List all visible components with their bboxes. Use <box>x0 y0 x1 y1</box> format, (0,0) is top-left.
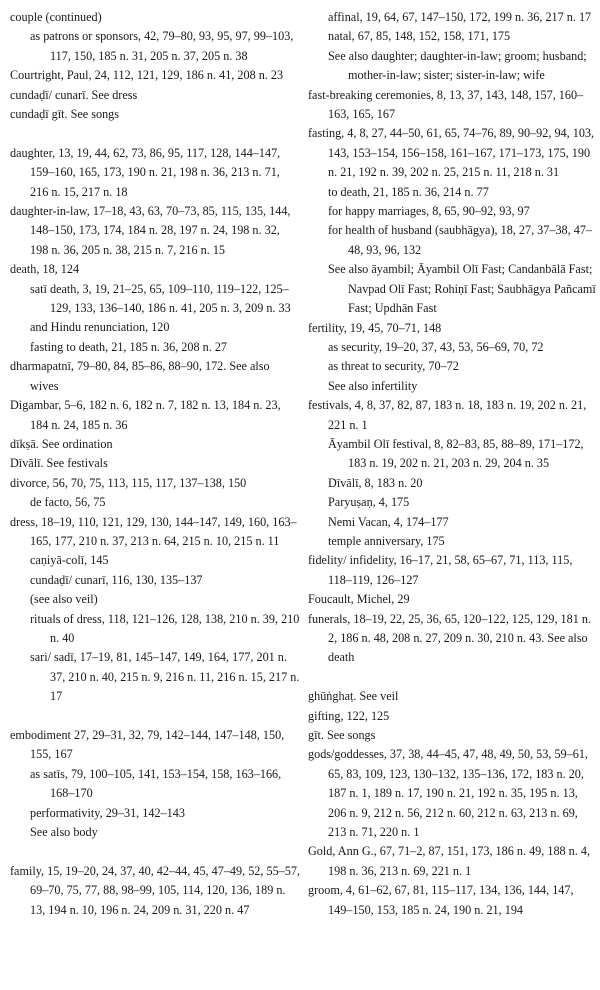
index-entry: couple (continued) <box>10 10 102 24</box>
index-subentry: (see also veil) <box>30 592 98 607</box>
index-entry: embodiment 27, 29–31, 32, 79, 142–144, 147–148, 150, 155, 167 <box>10 728 285 762</box>
index-entry: cundaḍī/ cunarī. See dress <box>10 87 138 102</box>
index-subentry: as security, 19–20, 37, 43, 53, 56–69, 70, 72 <box>328 339 544 354</box>
index-entry: groom, 4, 61–62, 67, 81, 115–117, 134, 136, 144, 147, 149–150, 153, 185 n. 24, 190 n. 21, 194 <box>308 883 574 917</box>
index-entry: Courtright, Paul, 24, 112, 121, 129, 186 n. 41, 208 n. 23 <box>10 68 284 83</box>
index-entry: gifting, 122, 125 <box>308 708 390 723</box>
index-subentry: See also infertility <box>328 378 418 393</box>
index-entry: fertility, 19, 45, 70–71, 148 <box>308 320 442 335</box>
index-subentry: as patrons or sponsors, 42, 79–80, 93, 95, 97, 99–103, 117, 150, 185 n. 31, 205 n. 37, 205 n. 38 <box>30 29 294 63</box>
index-entry: divorce, 56, 70, 75, 113, 115, 117, 137–138, 150 <box>10 475 247 490</box>
index-subentry: See also āyambil; Āyambil Olī Fast; Candanbālā Fast; Navpad Olī Fast; Rohiṇī Fast; Saubhāgya Pañcamī Fast; Updhān Fast <box>328 262 596 316</box>
index-section-gap <box>10 707 300 726</box>
index-subentry: Dīvālī, 8, 183 n. 20 <box>328 475 423 490</box>
index-subentry: affinal, 19, 64, 67, 147–150, 172, 199 n. 36, 217 n. 17 <box>328 10 592 24</box>
index-subentry: caṇiyā-colī, 145 <box>30 553 109 568</box>
index-entry: gīt. See songs <box>308 728 376 743</box>
index-subentry: for happy marriages, 8, 65, 90–92, 93, 97 <box>328 204 530 219</box>
index-entry: Foucault, Michel, 29 <box>308 592 410 607</box>
index-subentry: See also daughter; daughter-in-law; groom; husband; mother-in-law; sister; sister-in-law; wife <box>328 48 587 83</box>
index-subentry: as threat to security, 70–72 <box>328 359 459 374</box>
index-entry: family, 15, 19–20, 24, 37, 40, 42–44, 45, 47–49, 52, 55–57, 69–70, 75, 77, 88, 98–99, 105, 114, 120, 136, 189 n. 13, 194 n. 10, 196 n. 24, 209 n. 31, 220 n. 47 <box>10 863 301 917</box>
index-section-gap <box>10 842 300 861</box>
index-subentry: temple anniversary, 175 <box>328 533 445 548</box>
index-subentry: and Hindu renunciation, 120 <box>30 320 170 335</box>
index-entry: fidelity/ infidelity, 16–17, 21, 58, 65–67, 71, 113, 115, 118–119, 126–127 <box>308 553 573 587</box>
index-entry: daughter-in-law, 17–18, 43, 63, 70–73, 85, 115, 135, 144, 148–150, 173, 174, 184 n. 28, 197 n. 24, 198 n. 32, 198 n. 36, 205 n. 38, 215 n. 7, 216 n. 15 <box>10 204 291 257</box>
index-subentry: cundaḍī/ cunarī, 116, 130, 135–137 <box>30 572 203 587</box>
index-entry: dress, 18–19, 110, 121, 129, 130, 144–147, 149, 160, 163–165, 177, 210 n. 37, 213 n. 64, 215 n. 10, 215 n. 11 <box>10 514 297 548</box>
index-subentry: Nemi Vacan, 4, 174–177 <box>328 514 449 529</box>
index-section-gap <box>10 124 300 143</box>
index-column-right <box>308 8 596 920</box>
index-section-gap <box>308 668 596 687</box>
index-subentry: de facto, 56, 75 <box>30 495 106 510</box>
index-entry: ghūṅghaṭ. See veil <box>308 689 399 704</box>
index-subentry: Paryuṣaṇ, 4, 175 <box>328 495 410 510</box>
index-subentry: performativity, 29–31, 142–143 <box>30 805 185 820</box>
index-entry: dīkṣā. See ordination <box>10 436 113 451</box>
index-entry: fasting, 4, 8, 27, 44–50, 61, 65, 74–76, 89, 90–92, 94, 103, 143, 153–154, 156–158, 161–167, 171–173, 175, 190 n. 21, 192 n. 39, 202 n. 25, 215 n. 11, 218 n. 31 <box>308 126 595 180</box>
index-subentry: to death, 21, 185 n. 36, 214 n. 77 <box>328 184 489 199</box>
index-subentry: See also body <box>30 825 98 840</box>
index-subentry: as satīs, 79, 100–105, 141, 153–154, 158, 163–166, 168–170 <box>30 766 282 801</box>
index-subentry: for health of husband (saubhāgya), 18, 27, 37–38, 47–48, 93, 96, 132 <box>328 223 593 257</box>
index-entry: Digambar, 5–6, 182 n. 6, 182 n. 7, 182 n. 13, 184 n. 23, 184 n. 24, 185 n. 36 <box>10 398 281 432</box>
index-subentry: satī death, 3, 19, 21–25, 65, 109–110, 119–122, 125–129, 133, 136–140, 186 n. 41, 205 n. 3, 209 n. 33 <box>30 281 291 316</box>
index-column-left <box>10 8 300 920</box>
index-subentry: Āyambil Olī festival, 8, 82–83, 85, 88–89, 171–172, 183 n. 19, 202 n. 21, 203 n. 29, 204 n. 35 <box>328 436 584 471</box>
index-entry: funerals, 18–19, 22, 25, 36, 65, 120–122, 125, 129, 181 n. 2, 186 n. 48, 208 n. 27, 209 n. 30, 210 n. 43. See also death <box>308 611 592 665</box>
index-subentry: natal, 67, 85, 148, 152, 158, 171, 175 <box>328 29 511 44</box>
index-subentry: rituals of dress, 118, 121–126, 128, 138, 210 n. 39, 210 n. 40 <box>30 611 300 645</box>
index-entry: cundaḍī gīt. See songs <box>10 107 119 122</box>
index-entry: festivals, 4, 8, 37, 82, 87, 183 n. 18, 183 n. 19, 202 n. 21, 221 n. 1 <box>308 398 587 432</box>
index-entry: daughter, 13, 19, 44, 62, 73, 86, 95, 117, 128, 144–147, 159–160, 165, 173, 190 n. 21, 198 n. 36, 213 n. 71, 216 n. 15, 217 n. 18 <box>10 145 281 199</box>
index-entry: dharmapatnī, 79–80, 84, 85–86, 88–90, 172. See also wives <box>10 359 270 393</box>
index-entry: Gold, Ann G., 67, 71–2, 87, 151, 173, 186 n. 49, 188 n. 4, 198 n. 36, 213 n. 69, 221 n. 1 <box>308 844 591 878</box>
index-subentry: sari/ sadī, 17–19, 81, 145–147, 149, 164, 177, 201 n. 37, 210 n. 40, 215 n. 9, 216 n. 11, 216 n. 15, 217 n. 17 <box>30 650 300 704</box>
index-subentry: fasting to death, 21, 185 n. 36, 208 n. 27 <box>30 339 228 354</box>
index-entry: gods/goddesses, 37, 38, 44–45, 47, 48, 49, 50, 53, 59–61, 65, 83, 109, 123, 130–132, 135–136, 172, 183 n. 20, 187 n. 1, 189 n. 17, 190 n. 21, 192 n. 35, 195 n. 13, 206 n. 9, 212 n. 56, 212 n. 60, 212 n. 63, 213 n. 69, 213 n. 71, 220 n. 1 <box>308 747 588 840</box>
index-entry: death, 18, 124 <box>10 262 80 277</box>
index-entry: fast-breaking ceremonies, 8, 13, 37, 143, 148, 157, 160–163, 165, 167 <box>308 87 584 122</box>
index-entry: Dīvālī. See festivals <box>10 456 108 471</box>
